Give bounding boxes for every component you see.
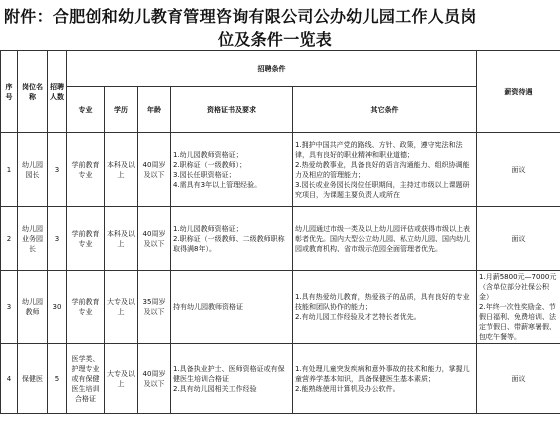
table-row [1,207,560,271]
table-wrapper [0,50,560,429]
cell-other: 1.有处理儿童突发疾病和意外事故的技术和能力，掌握儿童营养学基本知识，具备保健医生基本素质； 2.能熟练使用计算机及办公软件。 [293,344,477,414]
header-conditions: 招聘条件 [67,51,477,87]
cell-major: 学前教育专业 [67,133,105,207]
table-row [1,344,560,414]
table-row [1,271,560,344]
header-age: 年龄 [138,87,171,133]
header-education: 学历 [105,87,138,133]
cell-count: 3 [48,207,67,271]
header-seq: 序号 [1,51,18,133]
cell-position: 幼儿园教师 [18,271,48,344]
cell-certificate: 1.具备执业护士、医师资格证或有保健医生培训合格证 2.具有幼儿园相关工作经验 [171,344,293,414]
document-title [0,0,560,48]
header-row-2 [1,87,560,133]
cell-education: 本科及以上 [105,133,138,207]
cell-education: 大专及以上 [105,271,138,344]
cell-age: 35周岁及以下 [138,271,171,344]
header-salary: 薪资待遇 [477,51,560,133]
header-row-1 [1,51,560,87]
cell-count: 30 [48,271,67,344]
cell-certificate: 持有幼儿园教师资格证 [171,271,293,344]
header-position: 岗位名称 [18,51,48,133]
cell-age: 40周岁及以下 [138,344,171,414]
cell-salary: 面议 [477,133,560,207]
header-major: 专业 [67,87,105,133]
cell-salary: 面议 [477,344,560,414]
cell-education: 本科及以上 [105,207,138,271]
cell-position: 幼儿园业务园长 [18,207,48,271]
header-certificate: 资格证书及要求 [171,87,293,133]
cell-seq: 2 [1,207,18,271]
title-line-1: 附件：合肥创和幼儿教育管理咨询有限公司公办幼儿园工作人员岗 [4,7,477,26]
cell-seq: 1 [1,133,18,207]
cell-count: 5 [48,344,67,414]
title-line-2: 位及条件一览表 [218,30,333,49]
table-row [1,133,560,207]
cell-count: 3 [48,133,67,207]
cell-education: 大专及以上 [105,344,138,414]
cell-age: 40周岁及以下 [138,133,171,207]
cell-position: 幼儿园园长 [18,133,48,207]
header-other: 其它条件 [293,87,477,133]
cell-other: 幼儿园通过市级一类及以上幼儿园评估或获得市级以上表彰者优先。国内大型公立幼儿园、私立幼儿园、国内幼儿园或教育机构、省市级示范园全面管理者优先。 [293,207,477,271]
cell-major: 医学类、护理专业或有保健医生培训合格证 [67,344,105,414]
cell-certificate: 1.幼儿园教师资格证； 2.职称证（一级教师）； 3.园长任职资格证； 4.需具有3年以上管理经验。 [171,133,293,207]
recruitment-table [0,50,560,414]
cell-other: 1.具有热爱幼儿教育，热爱孩子的品质，具有良好的专业技能和团队协作的能力； 2.有幼儿园工作经验及才艺特长者优先。 [293,271,477,344]
cell-seq: 4 [1,344,18,414]
cell-major: 学前教育专业 [67,271,105,344]
cell-age: 40周岁及以下 [138,207,171,271]
cell-other: 1.拥护中国共产党的路线、方针、政策，遵守宪法和法律，具有良好的职业精神和职业道德； 2.热爱幼教事业，具备良好的语言沟通能力、组织协调能力及相应的管理能力； 3.园长或业务园长岗位任职期间，主持过市级以上课题研究项目，为课题主要负责人或所在 [293,133,477,207]
cell-salary: 1.月薪5800元—7000元（含单位部分社保公积金） 2.年终一次性奖励金、节假日福利、免费培训、法定节假日、带薪寒暑假、包吃午餐等。 [477,271,560,344]
header-count: 招聘人数 [48,51,67,133]
cell-position: 保健医 [18,344,48,414]
cell-salary: 面议 [477,207,560,271]
cell-certificate: 1.幼儿园教师资格证； 2.职称证（一级教师、二级教师职称取得满8年）。 [171,207,293,271]
cell-major: 学前教育专业 [67,207,105,271]
cell-seq: 3 [1,271,18,344]
